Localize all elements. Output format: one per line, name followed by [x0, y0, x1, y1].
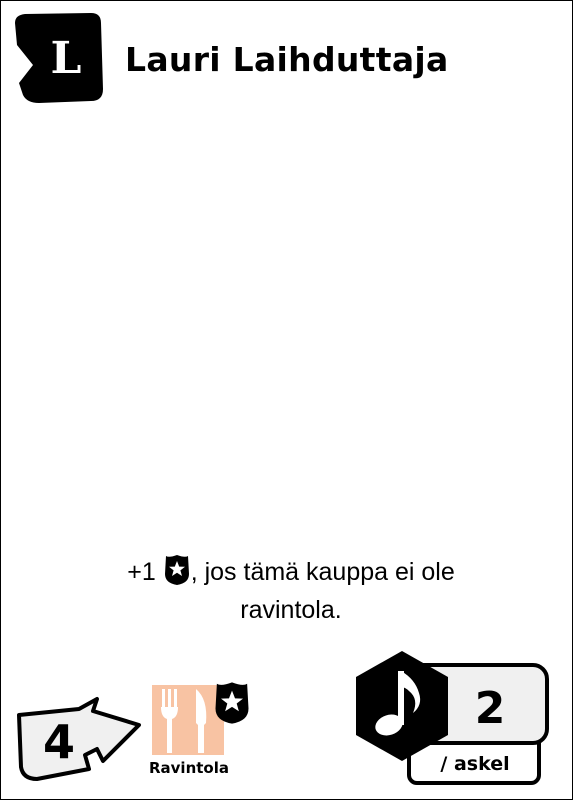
music-note-hexagon-icon: [353, 649, 451, 763]
effect-line2: ravintola.: [240, 596, 342, 624]
effect-line1-suffix: , jos tämä kauppa ei ole: [190, 558, 455, 586]
requirement-label: Ravintola: [148, 759, 229, 777]
shield-star-icon: [164, 554, 190, 586]
shield-star-icon: [213, 681, 251, 725]
card-type-badge: [11, 9, 105, 105]
points-unit: / askel: [440, 753, 510, 775]
cost-value: 4: [42, 715, 75, 769]
card-title: Lauri Laihduttaja: [125, 40, 449, 79]
type-badge-letter: L: [50, 33, 82, 84]
card-effect-text: [61, 553, 521, 629]
effect-bonus: +1: [127, 558, 156, 586]
points-value: 2: [474, 683, 506, 734]
